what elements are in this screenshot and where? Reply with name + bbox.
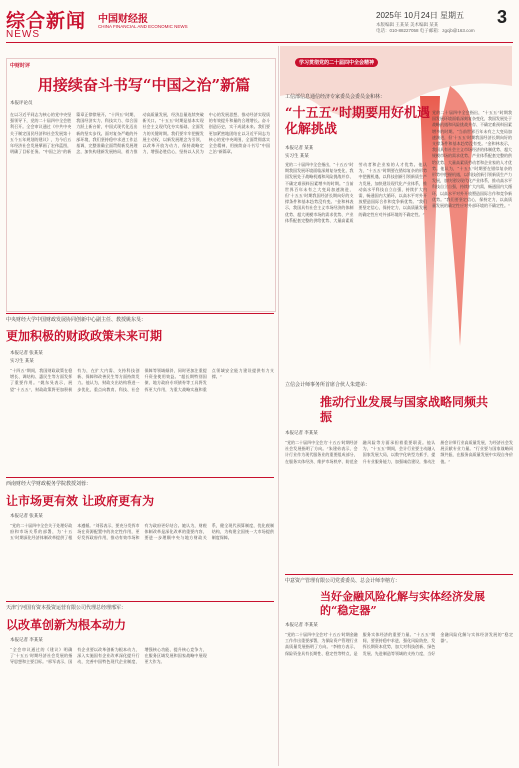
feature-headline: “十五五”时期要用好机遇化解挑战 (285, 106, 430, 137)
divider (6, 313, 274, 314)
reform-headline: 以改革创新为根本动力 (6, 618, 127, 632)
insurance-deck: 中意资产管理有限公司党委委员、总会计师李榕方： (285, 578, 401, 584)
divider (6, 477, 274, 478)
market-headline: 让市场更有效 让政府更有为 (6, 494, 155, 508)
market-byline: 本报记者 张某某 (10, 513, 43, 518)
contact-line: 电话：010-88227058 电子邮箱：zgcjb@163.com (376, 28, 475, 33)
issue-date: 2025年 10月24日 星期五 (376, 11, 465, 20)
fiscal-byline-1: 本报记者 张某某 (10, 350, 43, 355)
commentary-byline: 本报评论员 (10, 100, 33, 105)
fiscal-byline-2: 实习生 某某 (10, 358, 34, 363)
editor-info (376, 22, 486, 34)
commentary-tag: 中财时评 (10, 63, 31, 69)
accounting-byline: 本报记者 李某某 (285, 430, 318, 435)
newspaper-logo: 中国财经报 (98, 14, 148, 25)
editor-line: 本版编辑 王某某 美术编辑 某某 (376, 22, 439, 27)
insurance-headline: 当好金融风险化解与实体经济发展的“稳定器” (320, 590, 485, 617)
page-number: 3 (497, 7, 508, 27)
fiscal-body: “十四五”期间，我国财政政策在稳增长、调结构、惠民生等方面发挥了重要作用。”姚东旻表示，展望“十五五”，财政政策将更加积极有为，在扩大内需、支持科技创新、保障和改善民生等方面持续发力。他认为，财政支出结构将进一步优化，重点向教育、科技、社会保障等领域倾斜，同时更加注重提升资金使用效益。“超长期特别国债、地方政府专项债券等工具将发挥更大作用，为重大战略实施和重点领域安全能力建设提供有力支撑。” (10, 368, 274, 392)
accounting-body: “党的二十届四中全会为‘十五五’时期经济社会发展指明了方向。”朱建弟表示，会计行业作为现代服务业的重要组成部分，在服务实体经济、维护市场秩序、防范金融风险等方面承担着重要职责。他认为，“十五五”期间，会计行业要主动融入国家发展大局，以数字化转型为抓手，提升专业服务能力，加强诚信建设，推动注册会计师行业高质量发展，为经济社会发展贡献专业力量。“行业要与国家战略同频共振，在服务高质量发展中实现自身价值。” (285, 440, 513, 464)
feature-body: 党的二十届四中全会指出，“十五五”时期我国发展环境面临深刻复杂变化，我国发展处于战略机遇和风险挑战并存、不确定难预料因素增多的时期。“当前世界百年未有之大变局加速演进，但‘十五五’时期我国经济长期向好的支撑条件和基本趋势没有变。”金和林表示，我国具有社会主义市场经济的体制优势、超大规模市场的需求优势、产业体系配套完整的供给优势、大量高素质劳动者和企业家的人才优势。他认为，“十五五”时期要在错综复杂的形势中把握机遇，以科技创新引领新质生产力发展，加快建设现代化产业体系，推动高水平科技自立自强，持续扩大内需，畅通国内大循环，以高水平对外开放塑造国际合作和竞争新优势。“我们要坚定信心，保持定力，以高质量发展的确定性应对外部环境的不确定性。” (285, 162, 427, 223)
market-deck: 西南财经大学财政税务学院教授刘蓉： (6, 481, 92, 487)
section-title: 综合新闻 (6, 10, 87, 32)
special-banner: 学习贯彻党的二十届四中全会精神 (295, 58, 378, 67)
feature-deck: 工信部信息通信经济专家委员会委员金和林： (285, 94, 386, 100)
insurance-byline: 本报记者 李某某 (285, 622, 318, 627)
divider (6, 601, 274, 602)
divider (285, 574, 513, 575)
reform-deck: 天津宁河国有资本投资运营有限公司代理总经理邢军： (6, 605, 127, 611)
commentary-headline: 用接续奋斗书写“中国之治”新篇 (37, 76, 251, 94)
accounting-headline: 推动行业发展与国家战略同频共振 (320, 395, 489, 424)
reform-body: “全会审议通过的《建议》明确了‘十五五’时期经济社会发展的指导思想和主要目标。”邢军表示，国有企业要以改革创新为根本动力，深入实施国有企业改革深化提升行动，完善中国特色现代企业制度，增强核心功能、提升核心竞争力，在服务区域发展和国家战略中展现更大作为。 (10, 647, 207, 665)
masthead-rule (6, 42, 513, 43)
column-separator (278, 46, 279, 766)
accounting-deck: 立信会计师事务所首席合伙人朱建弟： (285, 382, 371, 388)
feature-body-cont: 党的二十届四中全会指出，“十五五”时期我国发展环境面临深刻复杂变化，我国发展处于战略机遇和风险挑战并存、不确定难预料因素增多的时期。“当前世界百年未有之大变局加速演进，但‘十五五’时期我国经济长期向好的支撑条件和基本趋势没有变。”金和林表示，我国具有社会主义市场经济的体制优势、超大规模市场的需求优势、产业体系配套完整的供给优势、大量高素质劳动者和企业家的人才优势。他认为，“十五五”时期要在错综复杂的形势中把握机遇，以科技创新引领新质生产力发展，加快建设现代化产业体系，推动高水平科技自立自强，持续扩大内需，畅通国内大循环，以高水平对外开放塑造国际合作和竞争新优势。“我们要坚定信心，保持定力，以高质量发展的确定性应对外部环境的不确定性。” (432, 110, 512, 209)
section-title-en: NEWS (6, 29, 40, 40)
newspaper-logo-en: CHINA FINANCIAL AND ECONOMIC NEWS (98, 24, 188, 29)
market-body: “党的二十届四中全会关于处理好政府和市场关系的部署，为‘十五五’时期深化经济体制改革提供了根本遵循。”刘蓉表示，要充分发挥市场在资源配置中的决定性作用，更好发挥政府作用，推动有效市场和有为政府更好结合。她认为，财税体制改革是深化改革的重要内容，要进一步理顺中央与地方财政关系，健全现代预算制度，优化税制结构，为构建全国统一大市场提供制度保障。 (10, 523, 274, 541)
reform-byline: 本报记者 李某某 (10, 637, 43, 642)
commentary-body: 在以习近平同志为核心的党中央坚强领导下，党的二十届四中全会胜利召开。全会审议通过《中共中央关于制定国民经济和社会发展第十五个五年规划的建议》，为今后五年经济社会发展擘画了宏伟蓝图，明确了目标任务。“中国之治”的新篇章正徐徐展开。“十四五”时期，我国经济实力、科技实力、综合国力跃上新台阶，中国式现代化迈出新的坚实步伐。面对复杂严峻的外部环境，我们坚持稳中求进工作总基调，完整准确全面贯彻新发展理念，加快构建新发展格局，着力推动高质量发展，经济总量连续突破新关口。“十五五”时期是基本实现社会主义现代化夯实基础、全面发力的关键时期。我们要牢牢把握发展主动权，以新发展理念为引领，以改革开放为动力，保持战略定力，增强必胜信心，坚持以人民为中心的发展思想，推动经济实现质的有效提升和量的合理增长。奋斗创造历史，实干成就未来。我们要更加紧密地团结在以习近平同志为核心的党中央周围，全面贯彻落实全会精神，用接续奋斗书写“中国之治”新篇章。 (10, 112, 270, 155)
feature-byline-2: 实习生 某某 (285, 153, 309, 158)
fiscal-headline: 更加积极的财政政策未来可期 (6, 329, 163, 343)
fiscal-deck: 中央财经大学中国财政发展协同创新中心副主任、教授姚东旻： (6, 317, 147, 323)
feature-byline-1: 本报记者 某某 (285, 145, 314, 150)
insurance-body: “党的二十届四中全会对‘十五五’时期金融工作作出重要部署，为保险资产管理行业高质量发展指明了方向。”李榕方表示，保险资金具有长期性、稳定性等特点，是服务实体经济的重要力量。“十五五”期间，要坚持稳中求进，强化风险防控，发挥长期资本优势，加大对科技创新、绿色发展、先进制造等领域的支持力度，当好金融风险化解与实体经济发展的“稳定器”。 (285, 632, 513, 656)
